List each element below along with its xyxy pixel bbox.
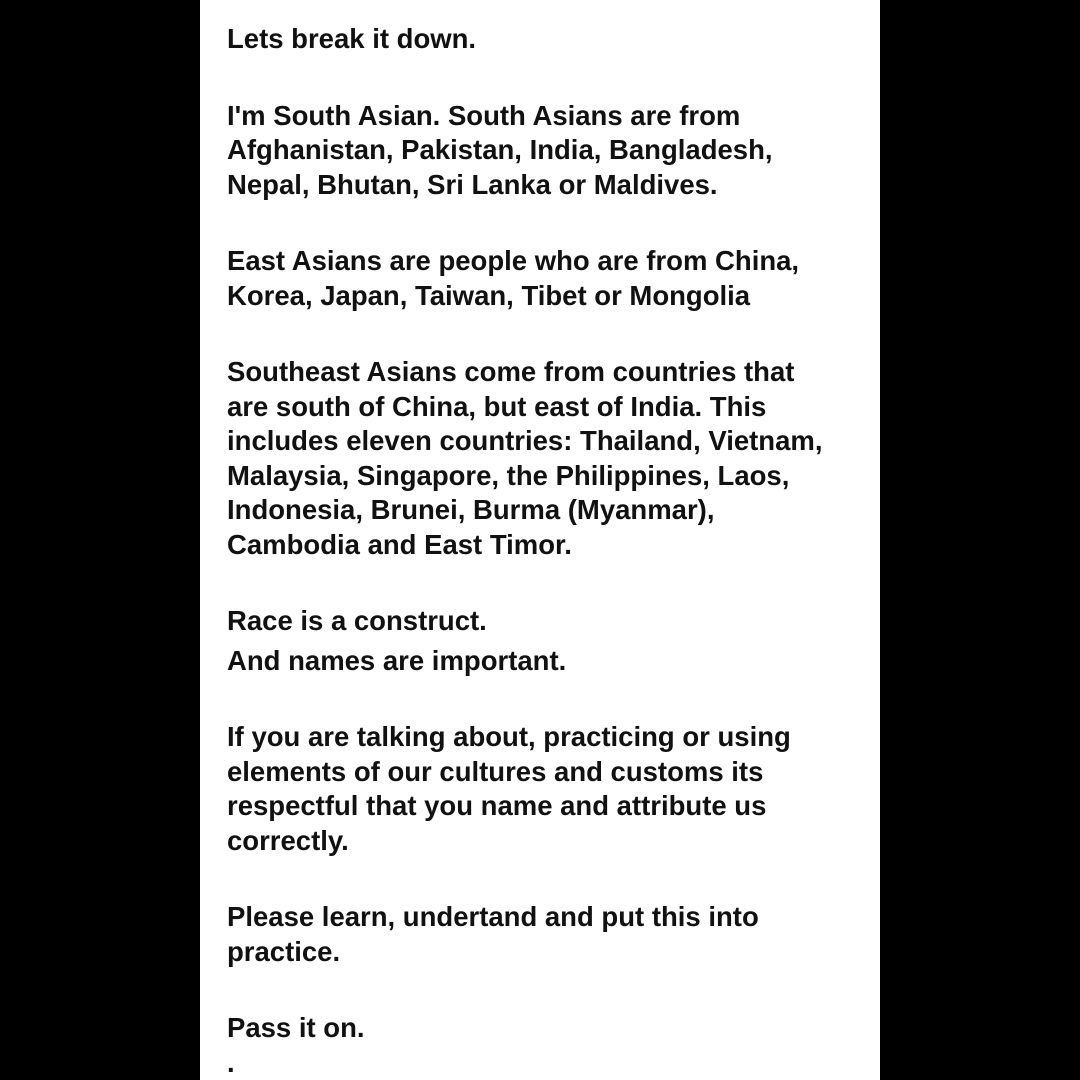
paragraph-2-line-2: Afghanistan, Pakistan, India, Bangladesh, bbox=[227, 134, 773, 165]
paragraph-6-line-4: correctly. bbox=[227, 824, 349, 856]
paragraph-gap bbox=[227, 678, 867, 720]
paragraph-gap bbox=[227, 313, 867, 355]
paragraph-4-line-4: Malaysia, Singapore, the Philippines, Laos, bbox=[227, 459, 790, 491]
paragraph-2-line-1: I'm South Asian. South Asians are from bbox=[227, 99, 741, 131]
paragraph-gap bbox=[227, 202, 867, 244]
paragraph-3-line-1: East Asians are people who are from China, bbox=[227, 245, 800, 276]
paragraph-8-line-1: Pass it on. bbox=[227, 1012, 365, 1043]
paragraph-4-line-3: includes eleven countries: Thailand, Vietnam, bbox=[227, 425, 823, 456]
paragraph-7-line-1: Please learn, undertand and put this into bbox=[227, 901, 759, 932]
paragraph-3-line-2: Korea, Japan, Taiwan, Tibet or Mongolia bbox=[227, 279, 751, 311]
paragraph-4-line-2: are south of China, but east of India. This bbox=[227, 390, 767, 422]
paragraph-4-line-6: Cambodia and East Timor. bbox=[227, 528, 572, 560]
paragraph-gap bbox=[227, 57, 867, 99]
paragraph-6-line-2: elements of our cultures and customs its bbox=[227, 755, 764, 787]
paragraph-6-line-3: respectful that you name and attribute us bbox=[227, 790, 767, 821]
paragraph-6-line-1: If you are talking about, practicing or using bbox=[227, 721, 791, 752]
paragraph-gap bbox=[227, 858, 867, 900]
paragraph-gap bbox=[227, 969, 867, 1011]
paragraph-2-line-3: Nepal, Bhutan, Sri Lanka or Maldives. bbox=[227, 168, 718, 200]
paragraph-5-line-1: Race is a construct. bbox=[227, 605, 487, 636]
paragraph-1-line-1: Lets break it down. bbox=[227, 23, 477, 54]
paragraph-7-line-2: practice. bbox=[227, 935, 341, 967]
note-text bbox=[227, 22, 867, 1080]
note-page bbox=[200, 0, 880, 1080]
paragraph-5-line-2: And names are important. bbox=[227, 644, 567, 676]
paragraph-4-line-5: Indonesia, Brunei, Burma (Myanmar), bbox=[227, 494, 715, 525]
paragraph-4-line-1: Southeast Asians come from countries that bbox=[227, 356, 795, 387]
paragraph-gap bbox=[227, 562, 867, 604]
trailing-dot: . bbox=[227, 1046, 235, 1078]
